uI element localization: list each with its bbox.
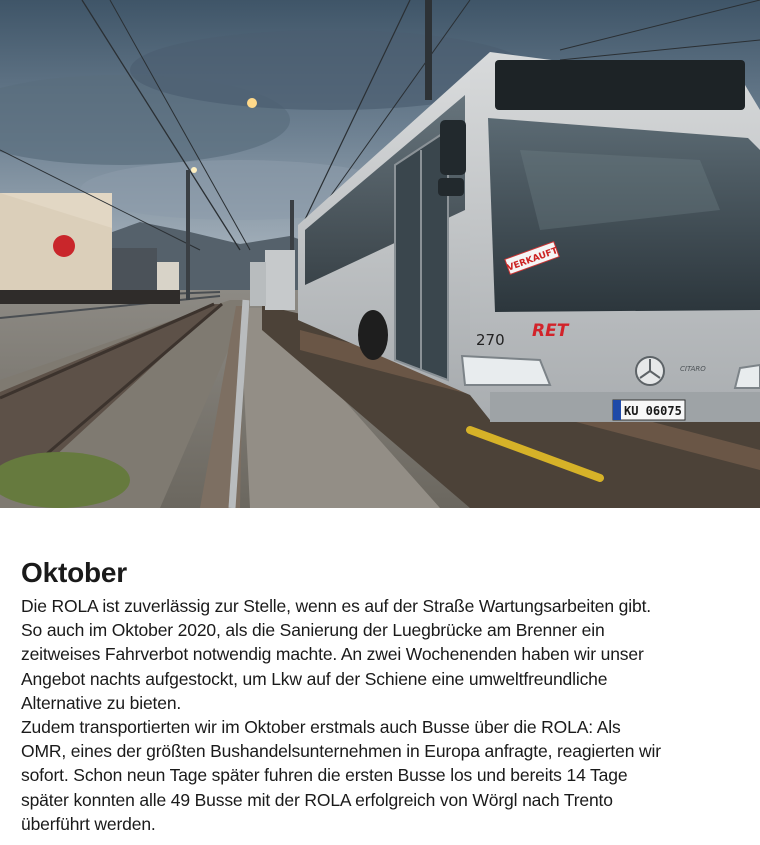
windshield-sticker: VERKAUFT [505,246,560,274]
paragraph-1 [21,594,746,715]
license-plate: KU 06075 [624,404,682,418]
paragraph-2 [21,715,746,836]
paragraph-line: OMR, eines der größten Bushandelsunternehmen in Europa anfragte, reagierten wir [21,741,661,762]
paragraph-line: sofort. Schon neun Tage später fuhren die ersten Busse los und bereits 14 Tage [21,765,628,786]
paragraph-line: Angebot nachts aufgestockt, um Lkw auf der Schiene eine umweltfreundliche [21,668,608,689]
paragraph-line: Die ROLA ist zuverlässig zur Stelle, wenn es auf der Straße Wartungsarbeiten gibt. [21,596,651,616]
paragraph-line: überführt werden. [21,813,156,834]
paragraph-line: Zudem transportierten wir im Oktober erstmals auch Busse über die ROLA: Als [21,717,621,738]
bus-brand-logo: RET [532,321,569,341]
paragraph-line: Alternative zu bieten. [21,692,182,713]
model-badge: CITARO [680,365,706,373]
paragraph-line: zeitweises Fahrverbot notwendig machte. An zwei Wochenenden haben wir unser [21,644,644,665]
paragraph-line: später konnten alle 49 Busse mit der ROLA erfolgreich von Wörgl nach Trento [21,789,613,810]
article-heading: Oktober [21,557,127,588]
bus-number: 270 [476,331,505,349]
article-text [21,556,746,836]
paragraph-line: So auch im Oktober 2020, als die Sanierung der Luegbrücke am Brenner ein [21,620,605,641]
